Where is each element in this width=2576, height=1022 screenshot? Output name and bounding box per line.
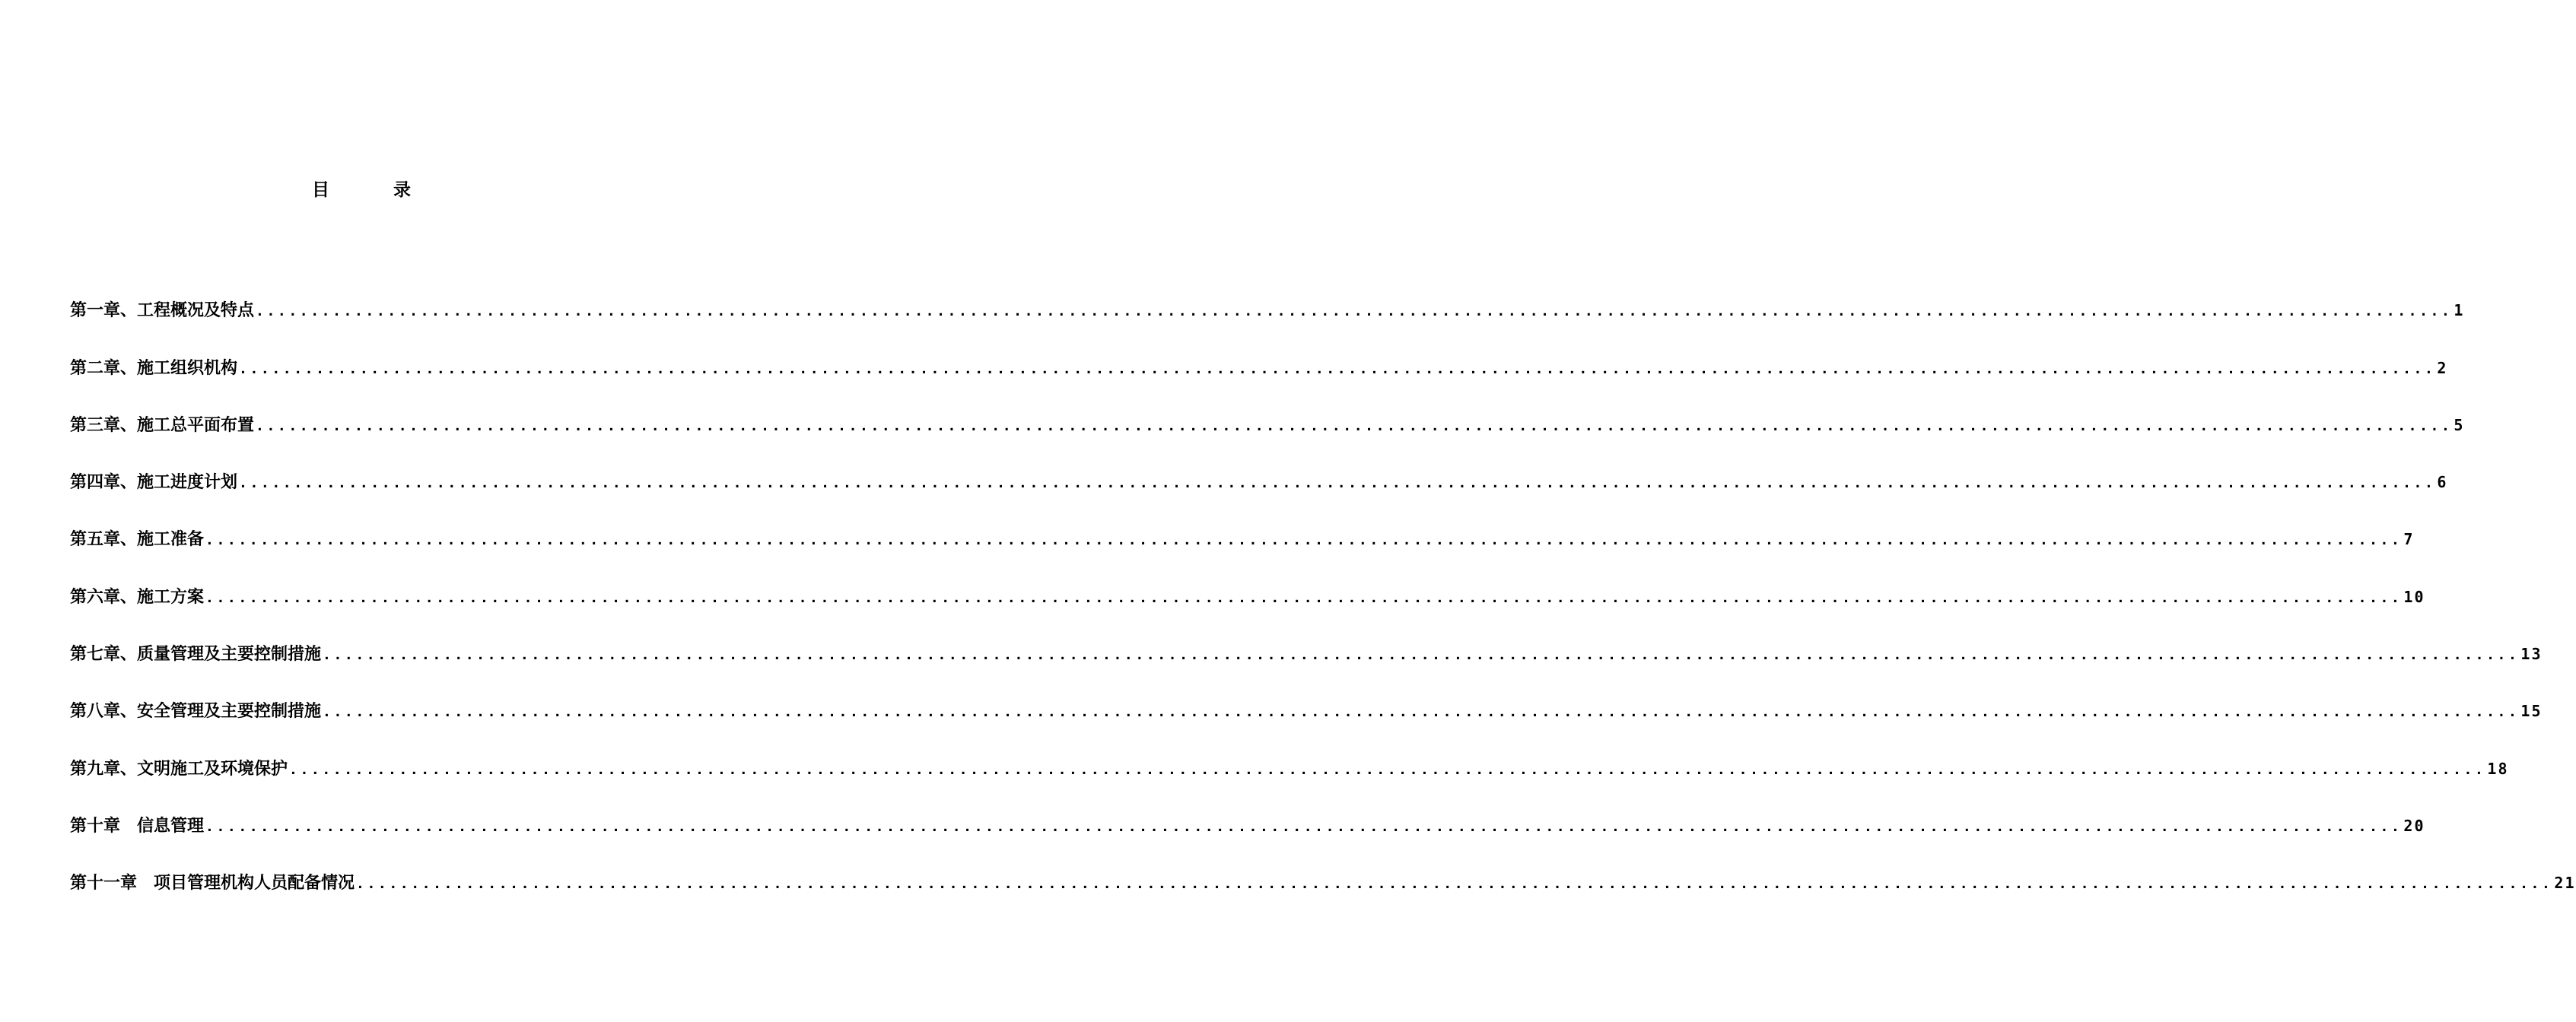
toc-entry-page: 7 xyxy=(2403,530,2415,549)
toc-entry-page: 18 xyxy=(2487,759,2509,778)
toc-leader-dots: ........................................................................................................................................................................................................ xyxy=(289,761,2486,778)
toc-entry[interactable] xyxy=(70,638,2543,695)
toc-entry-text: 第七章、质量管理及主要控制措施 xyxy=(70,644,322,665)
toc-leader-dots: ........................................................................................................................................................................................................ xyxy=(205,589,2403,606)
toc-entry-text: 第九章、文明施工及环境保护 xyxy=(70,758,288,779)
toc-entry-page: 10 xyxy=(2403,587,2425,606)
toc-leader-dots: ........................................................................................................................................................................................................ xyxy=(256,303,2453,320)
toc-leader-dots: ........................................................................................................................................................................................................ xyxy=(239,360,2436,377)
toc-entry-text: 第十一章 项目管理机构人员配备情况 xyxy=(70,873,355,893)
toc-entry-text: 第五章、施工准备 xyxy=(70,529,205,550)
toc-leader-dots: ........................................................................................................................................................................................................ xyxy=(256,417,2453,434)
toc-entry-page: 15 xyxy=(2520,702,2543,721)
toc-entry[interactable] xyxy=(70,523,2415,580)
toc-entry[interactable] xyxy=(70,294,2465,351)
toc-entry-text: 第六章、施工方案 xyxy=(70,586,205,607)
toc-leader-dots: ........................................................................................................................................................................................................ xyxy=(205,818,2403,835)
toc-entry[interactable] xyxy=(70,351,2448,408)
toc-leader-dots: ........................................................................................................................................................................................................ xyxy=(323,704,2520,721)
toc-leader-dots: ........................................................................................................................................................................................................ xyxy=(205,532,2403,549)
toc-entry[interactable] xyxy=(70,752,2509,809)
toc-entry[interactable] xyxy=(70,695,2543,752)
toc-entry-page: 21 xyxy=(2554,874,2576,893)
toc-entry[interactable] xyxy=(70,867,2576,924)
toc-entry-page: 1 xyxy=(2454,301,2465,320)
toc-entry-text: 第四章、施工进度计划 xyxy=(70,472,238,493)
toc-entry-text: 第十章 信息管理 xyxy=(70,815,205,836)
toc-list xyxy=(70,294,2576,924)
toc-entry-text: 第八章、安全管理及主要控制措施 xyxy=(70,701,322,722)
toc-entry-page: 20 xyxy=(2403,816,2425,835)
toc-entry-text: 第三章、施工总平面布置 xyxy=(70,414,255,435)
toc-entry-page: 5 xyxy=(2454,415,2465,434)
toc-leader-dots: ........................................................................................................................................................................................................ xyxy=(323,647,2520,664)
toc-entry[interactable] xyxy=(70,580,2425,637)
toc-entry[interactable] xyxy=(70,409,2465,466)
toc-entry-page: 6 xyxy=(2437,473,2448,492)
toc-entry[interactable] xyxy=(70,466,2448,523)
toc-entry-page: 2 xyxy=(2437,358,2448,377)
toc-entry[interactable] xyxy=(70,810,2425,867)
toc-entry-text: 第一章、工程概况及特点 xyxy=(70,300,255,321)
toc-title: 目 录 xyxy=(311,179,440,200)
toc-entry-page: 13 xyxy=(2520,645,2543,664)
toc-leader-dots: ........................................................................................................................................................................................................ xyxy=(356,876,2553,893)
toc-leader-dots: ........................................................................................................................................................................................................ xyxy=(239,475,2436,492)
toc-entry-text: 第二章、施工组织机构 xyxy=(70,357,238,378)
